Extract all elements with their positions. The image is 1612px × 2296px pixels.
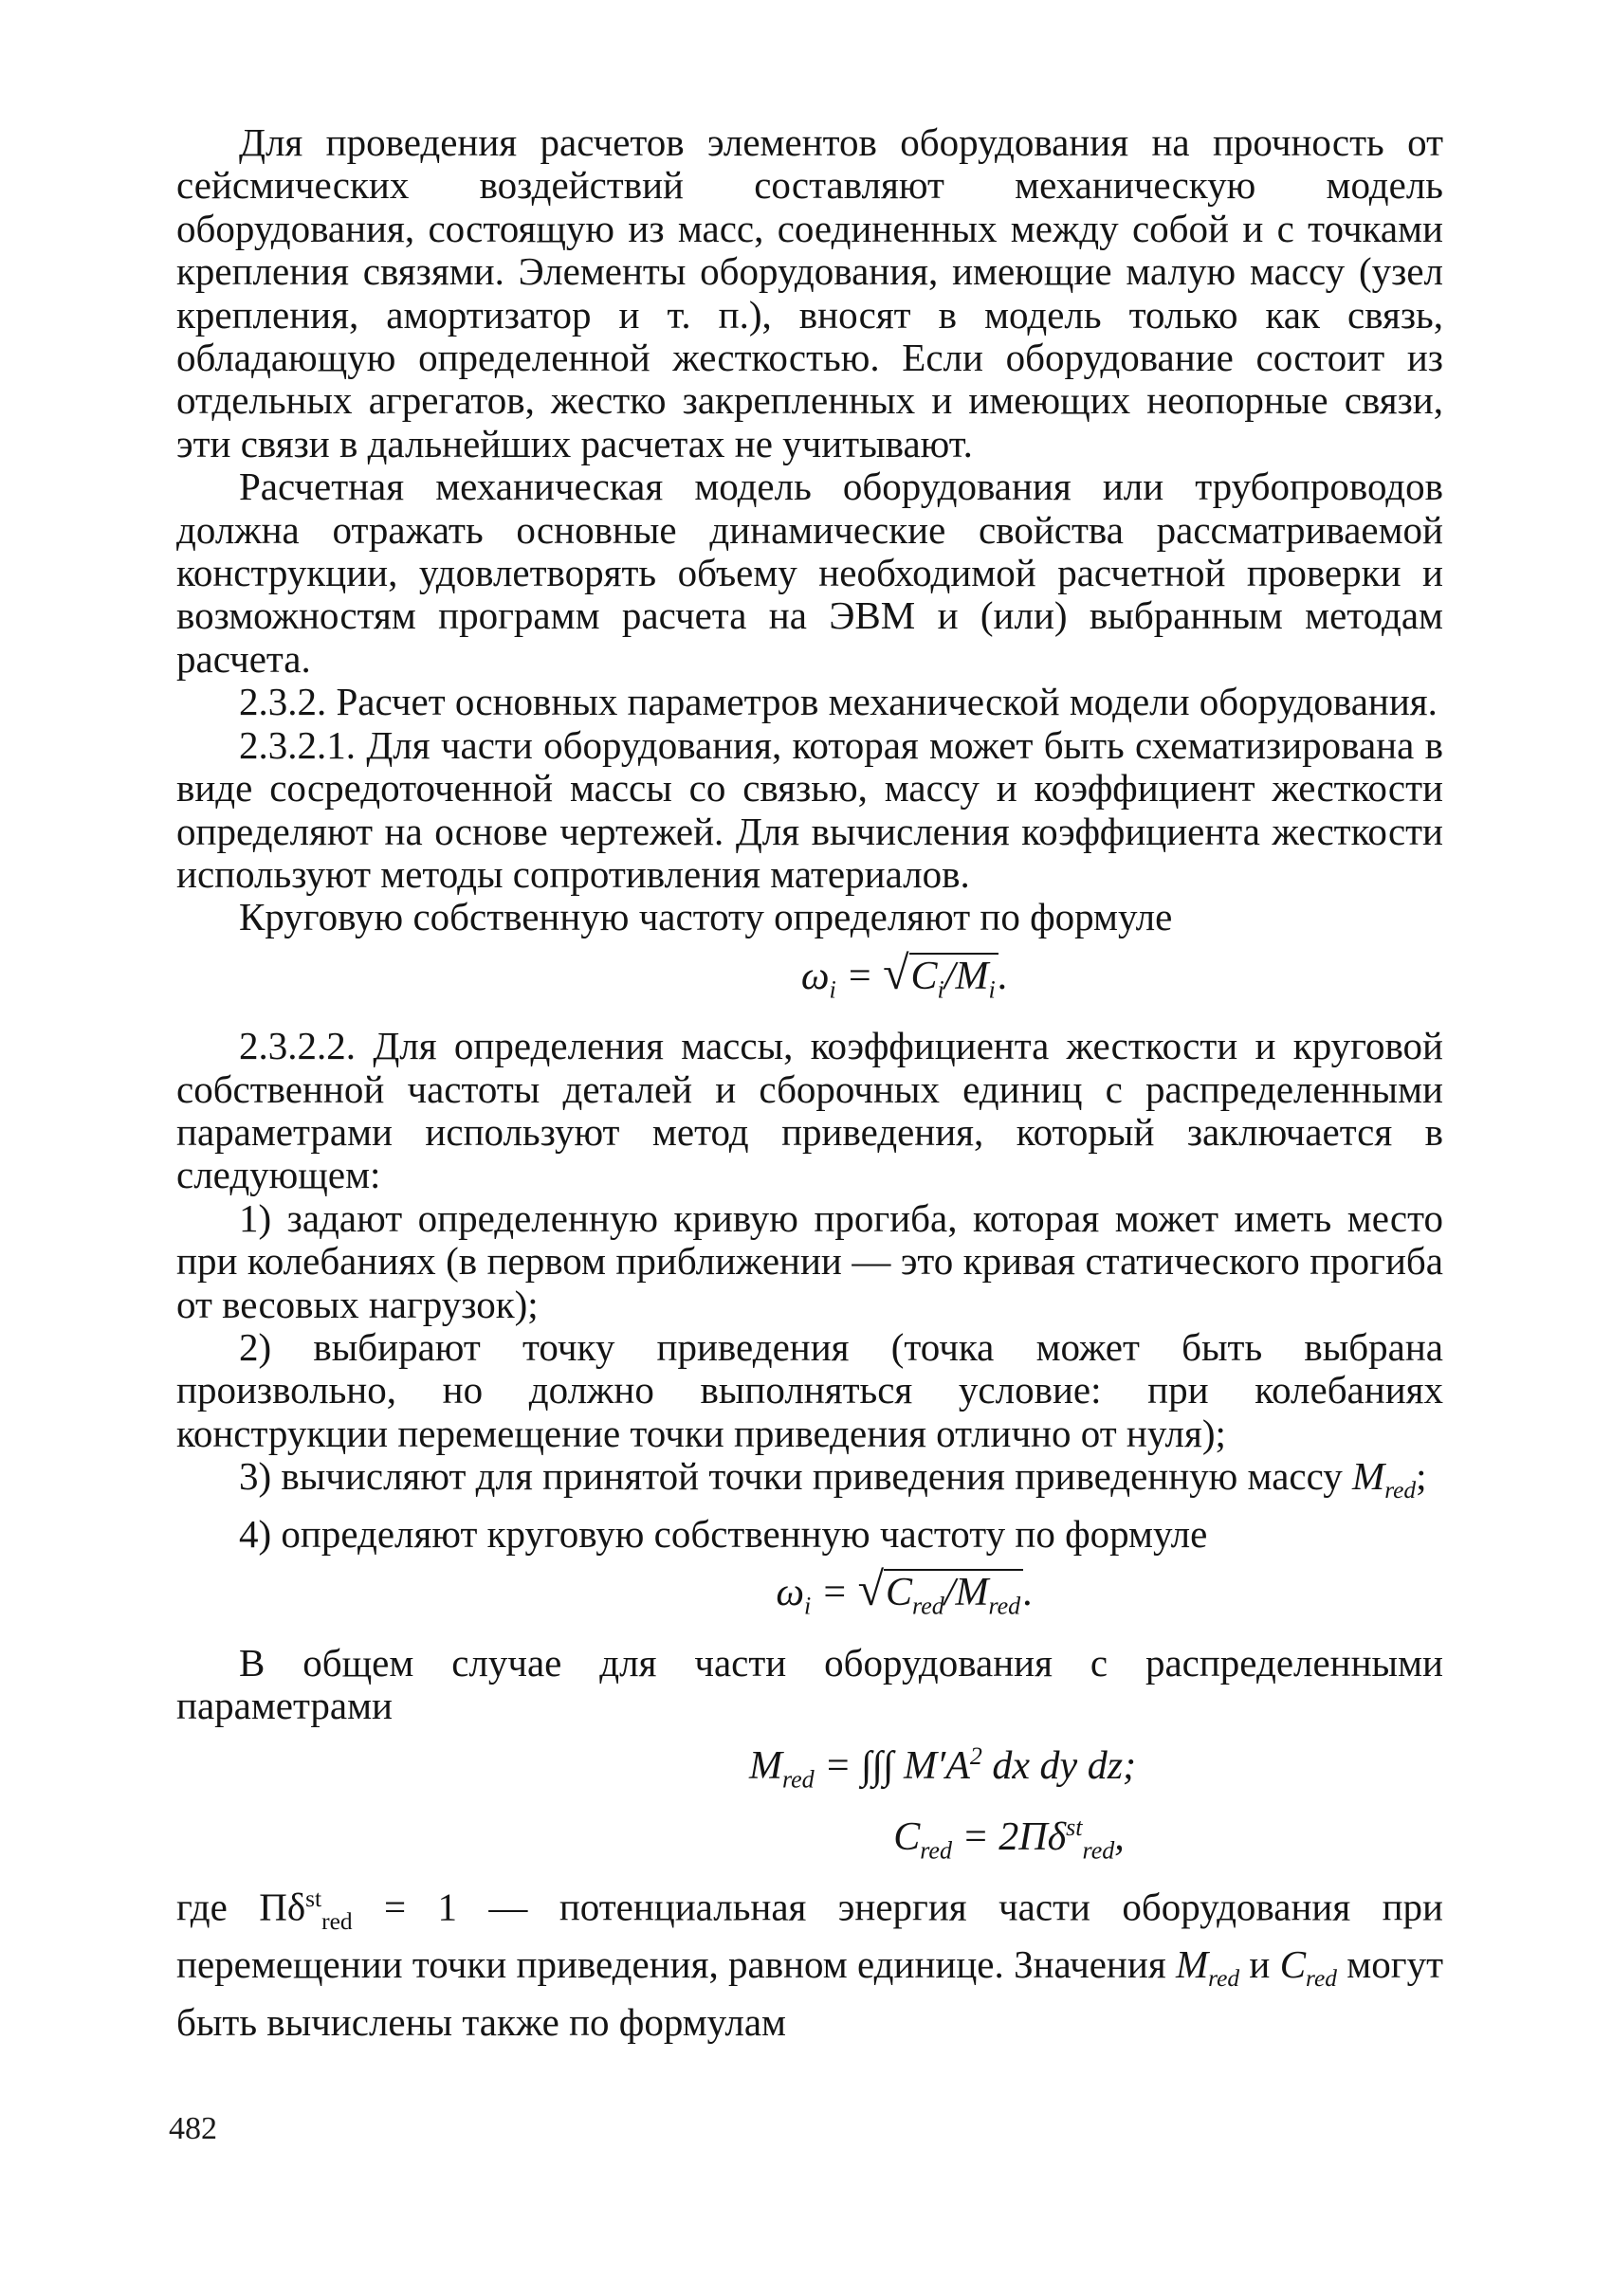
formula-block-distributed — [176, 1733, 1443, 1874]
formula-var: M — [748, 1744, 782, 1789]
paragraph-2-3-2-2: 2.3.2.2. Для определения массы, коэффициента жесткости и круговой собственной частоты деталей и сборочных единиц с распределенными параметрами используют метод приведения, который заключается в следующем: — [176, 1024, 1443, 1197]
formula-omega: ω — [800, 954, 830, 998]
formula-superscript: 2 — [969, 1742, 982, 1771]
formula-subscript: red — [1384, 1477, 1417, 1504]
formula-var: C — [886, 1571, 913, 1615]
formula-var: M — [955, 1571, 989, 1615]
formula-slash: / — [943, 954, 956, 998]
formula-energy: = 2Πδ — [951, 1814, 1067, 1859]
formula-end: . — [998, 954, 1009, 998]
body-text — [176, 121, 1443, 2044]
formula-subscript: red — [912, 1592, 944, 1620]
paragraph-2-3-2-1: 2.3.2.1. Для части оборудования, которая может быть схематизирована в виде сосредоточенной массы со связью, массу и коэффициент жесткости определяют на основе чертежей. Для вычисления коэффициента жесткости используют методы сопротивления материалов. — [176, 722, 1443, 896]
paragraph-potential-energy — [176, 1878, 1443, 2044]
formula-var: C — [910, 954, 938, 998]
formula-var: M — [1176, 1942, 1209, 1987]
formula-subscript: red — [1208, 1965, 1240, 1993]
formula-subscript: i — [803, 1592, 812, 1620]
section-heading-2-3-2: 2.3.2. Расчет основных параметров механической модели оборудования. — [239, 680, 1438, 724]
list-item-3-text: 3) вычисляют для принятой точки приведения приведенную массу — [239, 1454, 1353, 1499]
formula-var: C — [893, 1814, 921, 1859]
formula-var: M — [955, 954, 989, 998]
list-item-1: 1) задают определенную кривую прогиба, которая может иметь место при колебаниях (в первом приближении — это кривая статического прогиба от весовых нагрузок); — [176, 1195, 1443, 1326]
formula-circular-frequency — [176, 943, 1443, 1019]
list-item-2: 2) выбирают точку приведения (точка может быть выбрана произвольно, но должно выполняться условие: при колебаниях конструкции перемещение точки приведения отлично от нуля); — [176, 1324, 1443, 1455]
sqrt-icon: √ — [857, 1562, 885, 1616]
final-text-middle: = 1 — потенциальная энергия части оборудования при перемещении точки приведения, равном единице. Значения — [176, 1885, 1443, 1987]
formula-subscript: red — [988, 1592, 1021, 1620]
page-number: 482 — [169, 2111, 217, 2146]
paragraph-frequency-intro: Круговую собственную частоту определяют по формуле — [239, 895, 1173, 939]
formula-integral: = ∫∫∫ M′A — [814, 1744, 970, 1789]
formula-radicand — [884, 1569, 1023, 1620]
formula-differentials: dx dy dz; — [981, 1744, 1137, 1789]
formula-subscript: red — [321, 1908, 353, 1935]
paragraph-model-requirements: Расчетная механическая модель оборудования или трубопроводов должна отражать основные динамические свойства рассматриваемой конструкции, удовлетворять объему необходимой расчетной проверки и возможностям программ расчета на ЭВМ и (или) выбранным методам расчета. — [176, 465, 1443, 681]
formula-subscript: red — [1082, 1836, 1115, 1865]
formula-omega: ω — [776, 1571, 804, 1615]
formula-end: . — [1023, 1571, 1034, 1615]
list-item-4: 4) определяют круговую собственную частоту по формуле — [239, 1511, 1208, 1556]
formula-subscript: i — [829, 975, 836, 1004]
formula-subscript: red — [781, 1765, 815, 1794]
formula-slash: / — [943, 1571, 956, 1615]
formula-equals: = — [811, 1571, 858, 1615]
formula-var: M — [1352, 1454, 1385, 1499]
formula-equals: = — [835, 954, 884, 998]
formula-subscript: i — [988, 975, 996, 1004]
final-text-end: могут быть вычислены также по формулам — [176, 1942, 1443, 2044]
formula-reduced-mass — [176, 1733, 1443, 1803]
formula-var: C — [1279, 1942, 1307, 1987]
formula-superscript: st — [305, 1886, 322, 1913]
list-item-3 — [176, 1455, 1443, 1513]
formula-subscript: red — [1306, 1965, 1337, 1993]
formula-subscript: red — [920, 1836, 952, 1865]
final-text-start: где Πδ — [176, 1885, 306, 1929]
formula-subscript: i — [937, 975, 944, 1004]
formula-reduced-frequency — [176, 1559, 1443, 1635]
formula-reduced-stiffness — [176, 1804, 1443, 1874]
paragraph-general-case: В общем случае для части оборудования с распределенными параметрами — [176, 1640, 1443, 1727]
list-item-3-end: ; — [1416, 1454, 1427, 1499]
final-text-and: и — [1239, 1942, 1280, 1987]
sqrt-icon: √ — [883, 945, 909, 999]
formula-superscript: st — [1066, 1813, 1083, 1841]
paragraph-intro: Для проведения расчетов элементов оборудования на прочность от сейсмических воздействий составляют механическую модель оборудования, состоящую из масс, соединенных между собой и с точками крепления связями. Элементы оборудования, имеющие малую массу (узел крепления, амортизатор и т. п.), вносят в модель только как связь, обладающую определенной жесткостью. Если оборудование состоит из отдельных агрегатов, жестко закрепленных и имеющих неопорные связи, эти связи в дальнейших расчетах не учитывают. — [176, 120, 1443, 465]
formula-radicand — [909, 953, 998, 1004]
formula-end: , — [1114, 1814, 1125, 1859]
